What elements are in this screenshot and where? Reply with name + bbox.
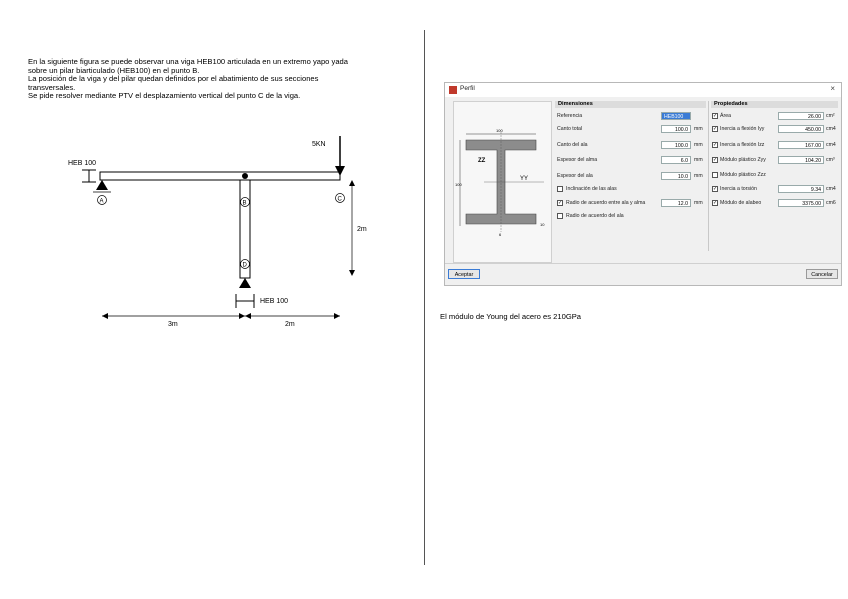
close-icon[interactable]: × (830, 84, 835, 93)
torsion-label: Inercia a torsión (720, 186, 757, 192)
inclinacion-checkbox[interactable] (557, 186, 563, 192)
beam-section-icon (82, 170, 96, 182)
iyy-unit: cm4 (826, 126, 836, 132)
izz-checkbox[interactable]: ✓ (713, 142, 718, 148)
canto-total-unit: mm (694, 126, 703, 132)
point-d-label: D (242, 262, 247, 269)
dim-label-espesor-ala: Espesor del ala (557, 173, 593, 179)
izz-input[interactable]: 167.00 (778, 141, 824, 149)
pin-b (242, 173, 248, 179)
problem-statement (28, 58, 418, 101)
torsion-checkbox[interactable]: ✓ (713, 186, 718, 192)
section-sketch-pane (453, 101, 552, 263)
dimensions-header: Dimensiones (555, 101, 706, 108)
young-modulus-text: El módulo de Young del acero es 210GPa (440, 312, 582, 321)
zyy-unit: cm³ (826, 157, 835, 163)
sketch-flange-label: 10 (540, 222, 545, 227)
accept-button[interactable]: Aceptar (448, 269, 480, 279)
alabeo-label: Módulo de alabeo (720, 200, 762, 206)
radio-acuerdo-unit: mm (694, 200, 703, 206)
zyy-label: Módulo plástico Zyy (720, 157, 766, 163)
radio-ala-checkbox[interactable] (557, 213, 563, 219)
column-divider (424, 30, 425, 565)
radio-acuerdo-label: Radio de acuerdo entre ala y alma (566, 200, 646, 206)
axis-z-label: ZZ (478, 158, 486, 164)
load-label: 5KN (312, 141, 326, 148)
area-label: Área (720, 113, 731, 119)
height-dim-label: 2m (357, 226, 367, 233)
radio-ala-label: Radio de acuerdo del ala (566, 213, 624, 219)
structure-diagram (60, 130, 380, 330)
zzz-checkbox[interactable] (712, 172, 718, 178)
iyy-input[interactable]: 450.00 (778, 125, 824, 133)
right-span-label: 2m (285, 321, 295, 328)
dim-label-referencia: Referencia (557, 113, 583, 119)
dim-label-canto-ala: Canto del ala (557, 142, 588, 148)
dialog-footer-divider (445, 263, 841, 264)
inclinacion-label: Inclinación de las alas (566, 186, 617, 192)
izz-label: Inercia a flexión Izz (720, 142, 765, 148)
properties-header: Propiedades (711, 101, 838, 108)
problem-line-1: En la siguiente figura se puede observar una viga HEB100 articulada en un extremo yapo yada (28, 57, 348, 66)
area-checkbox[interactable]: ✓ (713, 113, 718, 119)
left-span-label: 3m (168, 321, 178, 328)
zyy-input[interactable]: 104.20 (778, 156, 824, 164)
area-unit: cm² (826, 113, 835, 119)
sketch-height-label: 100 (455, 182, 462, 187)
support-a-icon (96, 180, 108, 190)
canto-total-input[interactable]: 100.0 (661, 125, 691, 133)
torsion-input[interactable]: 9.34 (778, 185, 824, 193)
axis-y-label: YY (520, 176, 529, 182)
beam-profile-label: HEB 100 (68, 160, 97, 167)
dialog-titlebar (445, 83, 841, 97)
espesor-ala-input[interactable]: 10.0 (661, 172, 691, 180)
zyy-checkbox[interactable]: ✓ (713, 157, 718, 163)
column-profile-label: HEB 100 (260, 298, 289, 305)
alabeo-input[interactable]: 3375.00 (778, 199, 824, 207)
zzz-label: Módulo plástico Zzz (720, 172, 766, 178)
column-section-icon (236, 294, 254, 308)
problem-line-5: Se pide resolver mediante PTV el desplazamiento vertical del punto C de la viga. (28, 91, 301, 101)
dim-label-canto-total: Canto total (557, 126, 583, 132)
app-icon (449, 86, 457, 94)
espesor-ala-unit: mm (694, 173, 703, 179)
point-a-label: A (99, 198, 104, 205)
point-b-label: B (242, 200, 247, 207)
canto-ala-unit: mm (694, 142, 703, 148)
izz-unit: cm4 (826, 142, 836, 148)
problem-line-2: sobre un pilar biarticulado (HEB100) en el punto B. (28, 65, 200, 75)
problem-line-3: La posición de la viga y del pilar quedan definidos por el abatimiento de sus secciones (28, 74, 319, 84)
dialog-title: Perfil (460, 85, 475, 92)
profile-dialog (444, 82, 842, 286)
canto-ala-input[interactable]: 100.0 (661, 141, 691, 149)
alabeo-unit: cm6 (826, 200, 836, 206)
reference-input[interactable]: HEB100 (661, 112, 691, 120)
sketch-web-label: 6 (499, 232, 502, 237)
espesor-alma-unit: mm (694, 157, 703, 163)
point-c-label: C (337, 196, 342, 203)
dim-label-espesor-alma: Espesor del alma (557, 157, 598, 163)
alabeo-checkbox[interactable]: ✓ (713, 200, 718, 206)
column-separator (708, 101, 709, 251)
espesor-alma-input[interactable]: 6.0 (661, 156, 691, 164)
sketch-width-label: 100 (496, 128, 503, 133)
radio-acuerdo-checkbox[interactable]: ✓ (558, 200, 563, 206)
i-section-sketch (454, 102, 551, 262)
support-d-icon (239, 278, 251, 288)
radio-acuerdo-input[interactable]: 12.0 (661, 199, 691, 207)
iyy-checkbox[interactable]: ✓ (713, 126, 718, 132)
beam (100, 172, 340, 180)
torsion-unit: cm4 (826, 186, 836, 192)
problem-line-4: transversales. (28, 82, 76, 92)
iyy-label: Inercia a flexión Iyy (720, 126, 765, 132)
area-input[interactable]: 26.00 (778, 112, 824, 120)
cancel-button[interactable]: Cancelar (806, 269, 838, 279)
